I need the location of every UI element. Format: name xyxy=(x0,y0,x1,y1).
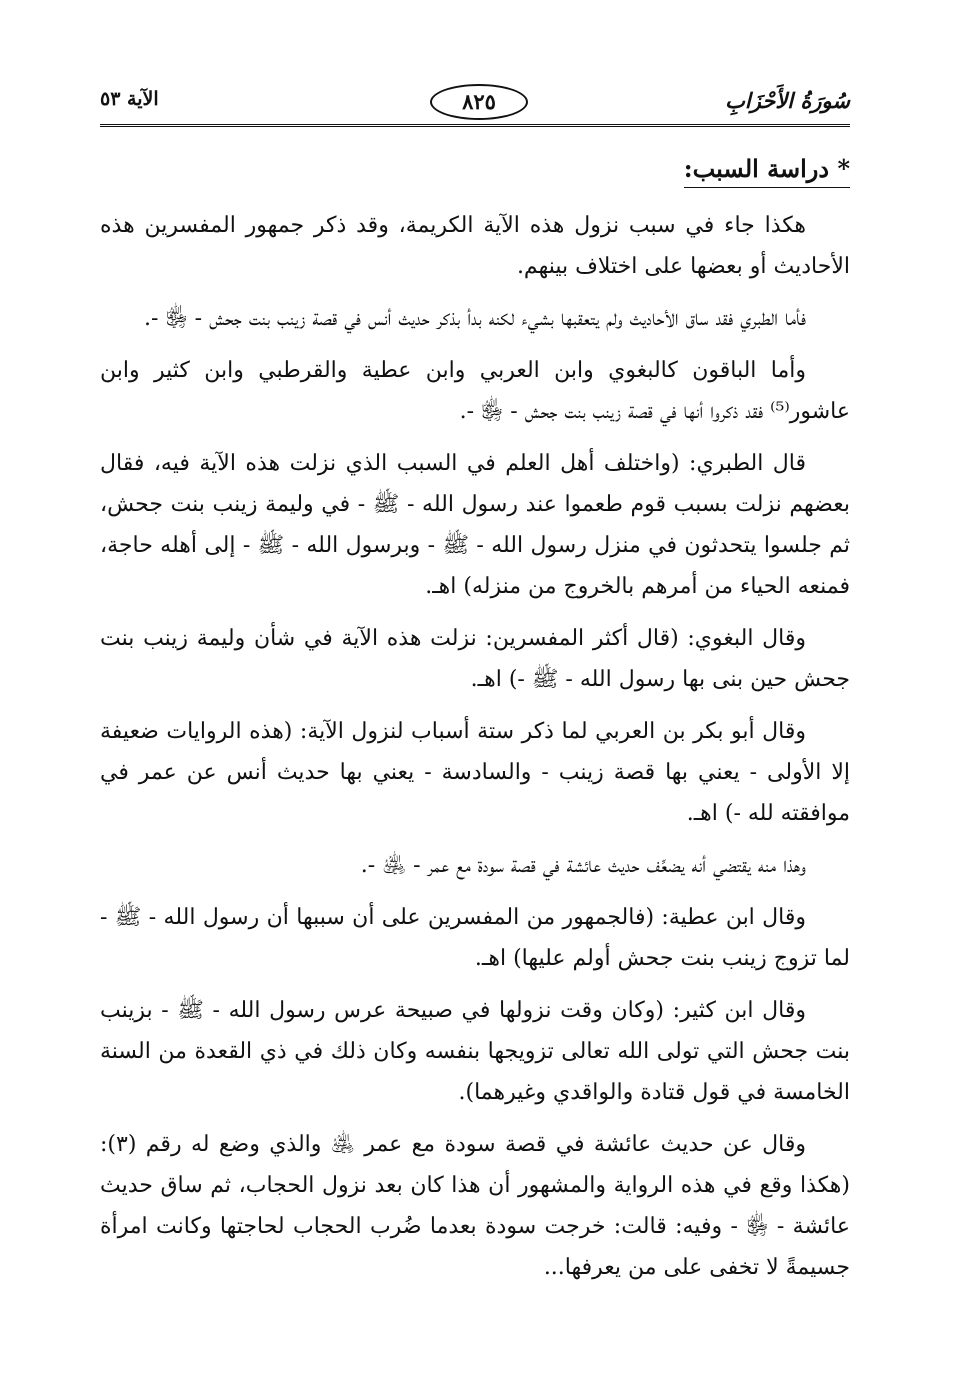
paragraph: هكذا جاء في سبب نزول هذه الآية الكريمة، وقد ذكر جمهور المفسرين هذه الأحاديث أو بعضها على اختلاف بينهم. xyxy=(100,213,850,279)
section-heading: * دراسة السبب: xyxy=(684,154,850,188)
paragraph: قال الطبري: (واختلف أهل العلم في السبب الذي نزلت هذه الآية فيه، فقال بعضهم نزلت بسبب قوم طعموا عند رسول الله - ﷺ - في وليمة زينب بنت جحش، ثم جلسوا يتحدثون في منزل رسول الله - ﷺ - وبرسول الله - ﷺ - إلى أهله حاجة، فمنعه الحياء من أمرهم بالخروج من منزله) اهـ. xyxy=(100,451,850,599)
paragraph: وقال أبو بكر بن العربي لما ذكر ستة أسباب لنزول الآية: (هذه الروايات ضعيفة إلا الأولى - يعني بها قصة زينب - والسادسة - يعني بها حديث أنس عن عمر في موافقته لله -) اهـ. xyxy=(100,719,850,826)
paragraph: فأما الطبري فقد ساق الأحاديث ولم يتعقبها بشيء لكنه بدأ بذكر حديث أنس في قصة زينب بنت جحش - ﵂ -. xyxy=(144,306,806,331)
paragraph: وقال البغوي: (قال أكثر المفسرين: نزلت هذه الآية في شأن وليمة زينب بنت جحش حين بنى بها رسول الله - ﷺ -) اهـ. xyxy=(100,626,850,692)
paragraph: وقال عن حديث عائشة في قصة سودة مع عمر ﵁ والذي وضع له رقم (٣): (هكذا وقع في هذه الرواية والمشهور أن هذا كان بعد نزول الحجاب، ثم ساق حديث عائشة - ﵂ - وفيه: قالت: خرجت سودة بعدما ضُرب الحجاب لحاجتها وكانت امرأة جسيمةً لا تخفى على من يعرفها... xyxy=(100,1132,850,1280)
paragraph: وقال ابن عطية: (فالجمهور من المفسرين على أن سببها أن رسول الله - ﷺ - لما تزوج زينب بنت جحش أولم عليها) اهـ. xyxy=(100,905,850,971)
page-number: ٨٢٥ xyxy=(430,84,528,120)
surah-name: سُورَةُ الأَحْزَابِ xyxy=(725,88,850,113)
paragraph: وهذا منه يقتضي أنه يضعِّف حديث عائشة في قصة سودة مع عمر - ﵁ -. xyxy=(360,853,806,878)
ayah-label: الآية ٥٣ xyxy=(100,88,159,110)
header-divider xyxy=(100,124,850,127)
running-head xyxy=(100,82,850,124)
body-text xyxy=(100,205,850,1288)
paragraph: وقال ابن كثير: (وكان وقت نزولها في صبيحة عرس رسول الله - ﷺ - بزينب بنت جحش التي تولى الله تعالى تزويجها بنفسه وكان ذلك في ذي القعدة من السنة الخامسة في قول قتادة والواقدي وغيرهما). xyxy=(100,998,850,1105)
paragraph: وأما الباقون كالبغوي وابن العربي وابن عطية والقرطبي وابن كثير وابن عاشور⁽⁵⁾ فقد ذكروا أنها في قصة زينب بنت جحش - ﵂ -. xyxy=(100,358,850,424)
